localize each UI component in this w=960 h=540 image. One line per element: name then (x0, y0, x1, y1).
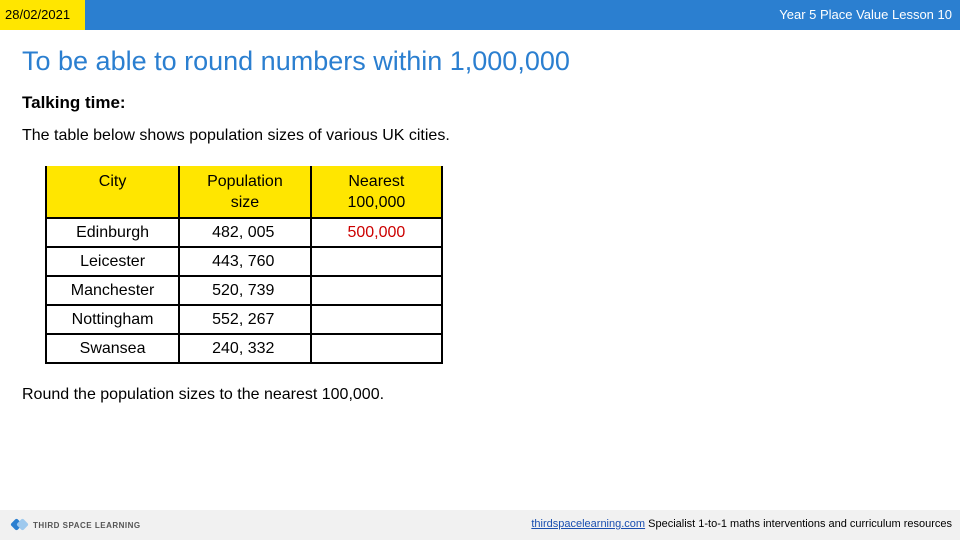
header-nearest (311, 166, 442, 218)
population-table (45, 166, 443, 364)
intro-text: The table below shows population sizes of various UK cities. (22, 127, 450, 144)
header-population (179, 166, 311, 218)
header-city: City (46, 166, 179, 218)
table-header-row (46, 166, 442, 218)
city-cell: Manchester (46, 276, 179, 305)
header-nearest-text: Nearest 100,000 (347, 173, 406, 211)
third-space-learning-logo-icon (12, 519, 28, 531)
table-row (46, 276, 442, 305)
section-heading: Talking time: (22, 93, 126, 112)
table-row (46, 247, 442, 276)
population-cell: 552, 267 (179, 305, 311, 334)
city-cell: Leicester (46, 247, 179, 276)
nearest-cell[interactable] (311, 334, 442, 363)
lesson-objective: To be able to round numbers within 1,000,000 (22, 46, 570, 76)
brand-logo (12, 518, 141, 532)
logo-text: THIRD SPACE LEARNING (33, 520, 141, 530)
header-population-text: Population size (207, 173, 283, 211)
population-cell: 443, 760 (179, 247, 311, 276)
city-cell: Edinburgh (46, 218, 179, 247)
population-cell: 482, 005 (179, 218, 311, 247)
website-link[interactable]: thirdspacelearning.com (531, 518, 646, 530)
footer (0, 510, 960, 540)
lesson-label: Year 5 Place Value Lesson 10 (779, 7, 952, 22)
nearest-cell[interactable] (311, 247, 442, 276)
nearest-cell[interactable]: 500,000 (311, 218, 442, 247)
footer-note (531, 518, 952, 530)
nearest-cell[interactable] (311, 276, 442, 305)
date-badge: 28/02/2021 (0, 0, 85, 30)
city-cell: Nottingham (46, 305, 179, 334)
instruction-text: Round the population sizes to the nearest 100,000. (22, 386, 385, 403)
nearest-cell[interactable] (311, 305, 442, 334)
table-row (46, 218, 442, 247)
population-cell: 240, 332 (179, 334, 311, 363)
footer-tagline: Specialist 1-to-1 maths interventions and curriculum resources (645, 518, 952, 530)
table-row (46, 305, 442, 334)
table-row (46, 334, 442, 363)
population-cell: 520, 739 (179, 276, 311, 305)
top-bar (0, 0, 960, 30)
city-cell: Swansea (46, 334, 179, 363)
